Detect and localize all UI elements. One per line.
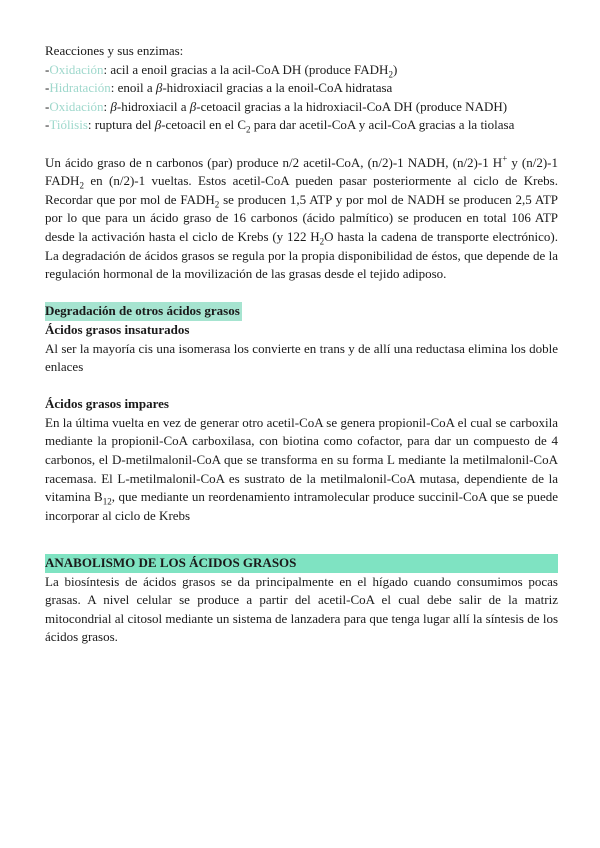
atp-yield-paragraph: Un ácido graso de n carbonos (par) produce n/2 acetil-CoA, (n/2)-1 NADH, (n/2)-1 H+ y (n/2)-1 $FADH_2$ en (n/2)-1 vueltas. Estos acetil-CoA pueden pasar posteriormente al ciclo de Krebs. Recordar que por mol de $FADH_2$ se producen 1,5 ATP y por mol de NADH se producen 2,5 ATP por lo que para un ácido graso de 16 carbonos (ácido palmítico) se producen en total 106 ATP desde la activación hasta el ciclo de Krebs (y 122 $H_2O$ hasta la cadena de transporte electrónico). La degradación de ácidos grasos se regula por la propia disponibilidad de éstos, que depende de la regulación hormonal de la movilización de las grasas desde el tejido adiposo. bbox=[45, 153, 558, 282]
reactions-title: Reacciones y sus enzimas: bbox=[45, 43, 184, 58]
keyword-oxidation-2: Oxidación bbox=[49, 98, 104, 114]
reaction-oxidation-2: -Oxidación: β-hidroxiacil a β-cetoacil gracias a la hidroxiacil-CoA DH (produce NADH) bbox=[45, 98, 508, 114]
degradation-heading: Degradación de otros ácidos grasos bbox=[45, 302, 558, 321]
keyword-hydration: Hidratación bbox=[49, 80, 111, 96]
anabolism-heading: ANABOLISMO DE LOS ÁCIDOS GRASOS bbox=[45, 554, 558, 573]
unsaturated-text: Al ser la mayoría cis una isomerasa los convierte en trans y de allí una reductasa elimina los doble enlaces bbox=[45, 340, 558, 375]
odd-chain-heading: Ácidos grasos impares bbox=[45, 396, 169, 412]
odd-chain-text: En la última vuelta en vez de generar otro acetil-CoA se genera propionil-CoA el cual se carboxila mediante la propionil-CoA carboxilasa, con biotina como cofactor, para dar un compuesto de 4 carbonos, el D-metilmalonil-CoA que se transforma en su forma L mediante la metilmalonil-CoA racemasa. El L-metilmalonil-CoA es sustrato de la metilmalonil-CoA mutasa, dependiente de la vitamina $B_{12}$, que mediante un reordenamiento intramolecular produce succinil-CoA que se puede incorporar al ciclo de Krebs bbox=[45, 414, 558, 523]
reaction-oxidation-1: -Oxidación: acil a enoil gracias a la acil-CoA DH (produce $FADH_2$) bbox=[45, 61, 398, 80]
reaction-hydration: -Hidratación: enoil a β-hidroxiacil gracias a la enoil-CoA hidratasa bbox=[45, 80, 393, 96]
anabolism-text: La biosíntesis de ácidos grasos se da principalmente en el hígado cuando consumimos pocas grasas. A nivel celular se produce a partir del acetil-CoA el cual debe salir de la matriz mitocondrial al citosol mediante un sistema de lanzadera para que tenga lugar allí la síntesis de los ácidos grasos. bbox=[45, 573, 558, 645]
keyword-thiolysis: Tiólisis bbox=[49, 117, 88, 133]
reaction-thiolysis: -Tiólisis: ruptura del β-cetoacil en el $C_2$ para dar acetil-CoA y acil-CoA gracias a la tiolasa bbox=[45, 117, 515, 135]
keyword-oxidation: Oxidación bbox=[49, 61, 104, 77]
document-page bbox=[45, 42, 558, 647]
unsaturated-heading: Ácidos grasos insaturados bbox=[45, 321, 190, 337]
